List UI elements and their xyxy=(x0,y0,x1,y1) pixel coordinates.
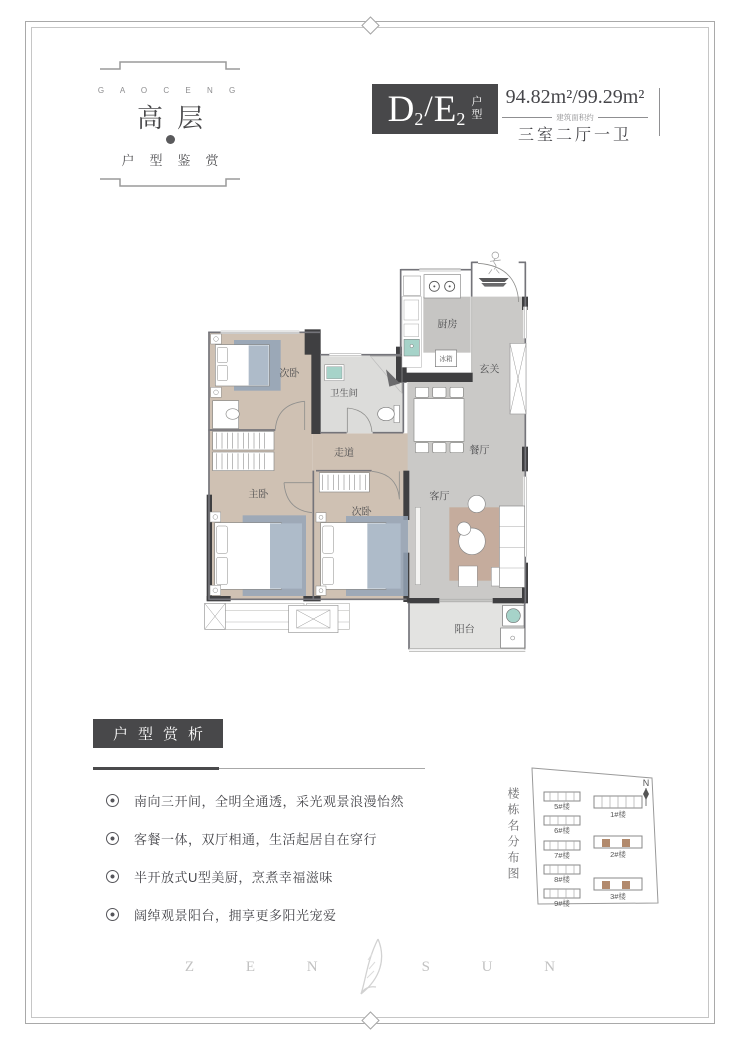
area-value: 94.82m²/99.29m² xyxy=(505,86,645,108)
watermark-sun: S U N xyxy=(421,958,580,975)
logo-subtitle: 户型鉴赏 xyxy=(121,153,234,168)
label-master: 主卧 xyxy=(248,489,269,501)
label-bedroom-mid: 次卧 xyxy=(351,507,372,518)
label-balcony: 阳台 xyxy=(454,624,475,636)
room-count-label: 三室二厅一卫 xyxy=(517,127,632,144)
label-fridge: 冰箱 xyxy=(439,356,453,363)
svg-text:5#楼: 5#楼 xyxy=(554,802,570,811)
svg-text:8#楼: 8#楼 xyxy=(554,875,570,884)
bullet-icon xyxy=(106,794,119,807)
unit-d: D xyxy=(387,88,415,130)
label-bedroom-top: 次卧 xyxy=(279,368,300,380)
bullet-text: 客餐一体，双厅相通，生活起居自在穿行 xyxy=(134,831,378,847)
svg-text:9#楼: 9#楼 xyxy=(554,899,570,908)
unit-e: E xyxy=(433,88,457,130)
analysis-bullet-list xyxy=(106,793,446,945)
analysis-rule-dark xyxy=(93,767,219,770)
unit-slash: / xyxy=(424,90,433,123)
logo-seal-icon xyxy=(166,135,175,144)
label-dining: 餐厅 xyxy=(469,445,490,457)
bullet-icon xyxy=(106,870,119,883)
analysis-bullet xyxy=(106,831,446,845)
watermark-zen: Z E N xyxy=(184,958,342,975)
svg-text:2#楼: 2#楼 xyxy=(610,850,626,859)
area-note: 建筑面积约 xyxy=(500,112,650,123)
logo-en-text: G A O C E N G xyxy=(97,86,243,95)
unit-suffix-top: 户 xyxy=(471,96,483,109)
entry-figure-icon xyxy=(479,252,509,287)
unit-e-sub: 2 xyxy=(456,109,466,129)
analysis-bullet xyxy=(106,869,446,883)
feather-icon xyxy=(348,936,392,998)
sitemap-svg xyxy=(498,756,688,936)
label-corridor: 走道 xyxy=(334,448,354,459)
analysis-bullet xyxy=(106,907,446,921)
label-foyer: 玄关 xyxy=(479,364,500,376)
bullet-text: 半开放式U型美厨，烹煮幸福滋味 xyxy=(134,869,333,885)
analysis-rule-light xyxy=(219,768,425,769)
brand-watermark xyxy=(0,936,740,998)
bullet-text: 南向三开间，全明全通透，采光观景浪漫怡然 xyxy=(134,793,405,809)
svg-text:N: N xyxy=(642,778,650,788)
logo-title: 高层 xyxy=(136,103,217,133)
area-info xyxy=(500,86,650,144)
svg-text:7#楼: 7#楼 xyxy=(554,851,570,860)
bullet-text: 阔绰观景阳台，拥享更多阳光宠爱 xyxy=(134,907,337,923)
dining-furniture xyxy=(414,387,464,452)
label-bathroom: 卫生间 xyxy=(330,388,358,398)
analysis-bullet xyxy=(106,793,446,807)
bullet-icon xyxy=(106,908,119,921)
bedroom-mid-furniture xyxy=(316,513,408,596)
unit-d-sub: 2 xyxy=(414,109,424,129)
svg-text:3#楼: 3#楼 xyxy=(610,892,626,901)
sitemap-buildings xyxy=(544,792,642,908)
svg-text:1#楼: 1#楼 xyxy=(610,810,626,819)
label-kitchen: 厨房 xyxy=(437,319,458,331)
header-vertical-rule xyxy=(659,88,660,136)
master-furniture xyxy=(210,512,306,596)
north-compass-icon xyxy=(643,778,650,806)
floorplan-svg xyxy=(190,250,550,670)
bullet-icon xyxy=(106,832,119,845)
unit-suffix xyxy=(471,96,482,121)
svg-text:6#楼: 6#楼 xyxy=(554,826,570,835)
unit-type-badge xyxy=(372,84,498,134)
unit-suffix-bottom: 型 xyxy=(471,109,483,121)
label-living: 客厅 xyxy=(429,491,450,503)
sitemap-title: 楼栋名分布图 xyxy=(506,787,520,883)
analysis-title-badge: 户型赏析 xyxy=(93,719,223,748)
